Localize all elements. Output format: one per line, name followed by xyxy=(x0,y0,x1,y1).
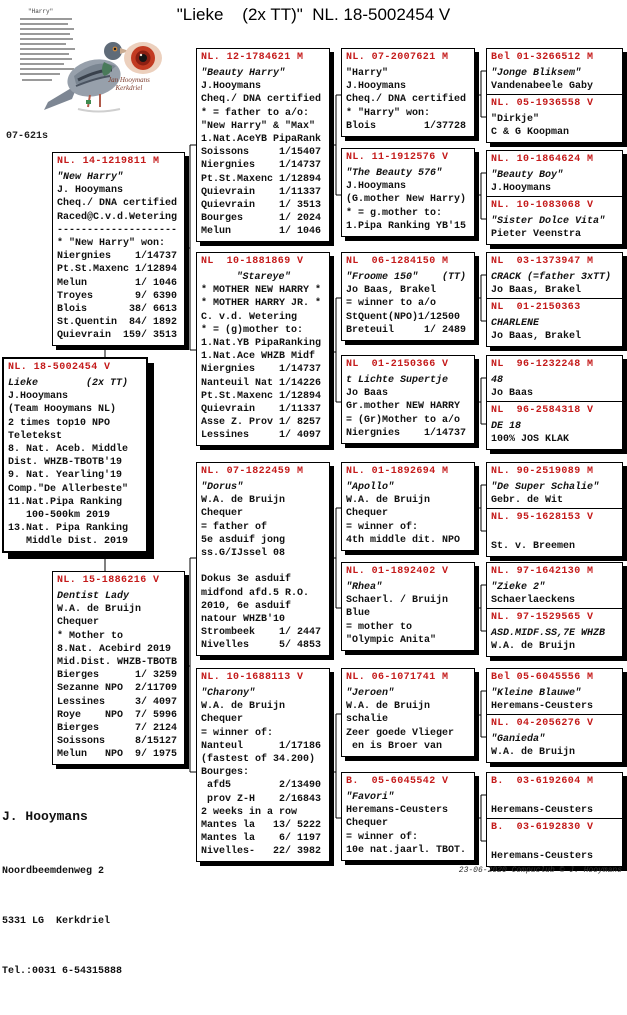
box-nl-05-1936558 xyxy=(486,94,623,143)
pedigree-line: Heremans-Ceusters xyxy=(346,805,449,817)
ring-number: NL 01-2150366 V xyxy=(346,359,449,370)
pedigree-line: (fastest of 34.200) xyxy=(201,753,316,765)
ring-number: NL. 18-5002454 V xyxy=(8,362,111,373)
pedigree-line: Melun NPO 9/ 1975 xyxy=(57,749,178,761)
ring-number: NL. 95-1628153 V xyxy=(491,512,594,523)
pedigree-line: W.A. de Bruijn xyxy=(201,495,286,507)
ring-number: NL 01-2150363 xyxy=(491,302,581,313)
pedigree-line xyxy=(491,837,619,850)
pedigree-line: = winner of: xyxy=(346,521,419,533)
ring-number: NL. 12-1784621 M xyxy=(201,52,304,63)
pedigree-line: Bourges: xyxy=(201,767,250,779)
pedigree-line: 4th middle dit. NPO xyxy=(346,534,461,546)
pedigree-line: Dokus 3e asduif xyxy=(201,574,292,586)
footer-credit: 23-06-2020 Compuclub © J. Hooymans xyxy=(458,866,622,875)
pedigree-line: Jo Baas xyxy=(346,388,389,400)
box-sire-nl-14-1219811 xyxy=(52,152,185,346)
pedigree-line: Dentist Lady xyxy=(57,591,130,602)
box-bel-01-3266512 xyxy=(486,48,623,97)
pedigree-line: "The Beauty 576" xyxy=(346,168,443,179)
pedigree-line: Bierges 1/ 3259 xyxy=(57,670,178,682)
ring-number: NL. 97-1529565 V xyxy=(491,612,594,623)
pedigree-line: Pt.St.Maxenc 1/12894 xyxy=(201,390,322,402)
pedigree-line: "De Super Schalie" xyxy=(491,482,600,493)
pedigree-line: "Froome 150" (TT) xyxy=(346,272,467,283)
pedigree-line: Quievrain 1/11337 xyxy=(201,403,322,415)
ring-number: NL 96-1232248 M xyxy=(491,359,594,370)
pedigree-line: J. Hooymans xyxy=(57,185,124,197)
box-subject-nl-18-5002454 xyxy=(2,357,148,553)
pedigree-line: Jo Baas, Brakel xyxy=(491,331,582,343)
box-nl-90-2519089 xyxy=(486,462,623,511)
box-nl-04-2056276 xyxy=(486,714,623,763)
ring-number: NL. 15-1886216 V xyxy=(57,575,160,586)
pedigree-line: Chequer xyxy=(57,617,100,629)
box-b-03-6192830 xyxy=(486,818,623,867)
photo-caption: "Harry" xyxy=(28,8,54,15)
pedigree-line: Comp."De Allerbeste" xyxy=(8,483,129,495)
pedigree-line: "New Harry" & "Max" xyxy=(201,120,316,132)
pedigree-line xyxy=(491,527,619,540)
ring-number: NL. 14-1219811 M xyxy=(57,156,160,167)
pedigree-line: natour WHZB'10 xyxy=(201,613,286,625)
pedigree-line: 5e asduif jong xyxy=(201,534,286,546)
pedigree-line: = winner to a/o xyxy=(346,298,437,310)
pedigree-line: CHARLENE xyxy=(491,318,540,329)
ring-number: NL. 01-1892402 V xyxy=(346,566,449,577)
box-nl-07-2007621 xyxy=(341,48,475,137)
pedigree-line: -------------------- xyxy=(57,224,178,236)
pedigree-line: J.Hooymans xyxy=(8,391,69,403)
pedigree-line: * = father to a/o: xyxy=(201,107,310,119)
pedigree-line: "Kleine Blauwe" xyxy=(491,688,582,699)
pedigree-line: Jo Baas, Brakel xyxy=(491,285,582,297)
pedigree-line: Nanteul 1/17186 xyxy=(201,740,322,752)
pedigree-line: * = (g)mother to: xyxy=(201,324,304,336)
box-dam-nl-15-1886216 xyxy=(52,571,185,765)
signature-line2: Kerkdriel xyxy=(115,84,143,92)
box-b-05-6045542 xyxy=(341,772,475,861)
pedigree-line: Roye NPO 7/ 5996 xyxy=(57,709,178,721)
box-nl-10-1864624 xyxy=(486,150,623,199)
owner-name: J. Hooymans xyxy=(2,809,88,824)
pedigree-line: = father of xyxy=(201,521,268,533)
ring-number: NL. 07-1822459 M xyxy=(201,466,304,477)
box-nl-96-1232248 xyxy=(486,355,623,404)
pedigree-line: DE 18 xyxy=(491,421,522,432)
box-nl-07-1822459 xyxy=(196,462,330,656)
pedigree-line: Lessines 1/ 4097 xyxy=(201,430,322,442)
ring-number: B. 05-6045542 V xyxy=(346,776,449,787)
pigeon-photo xyxy=(8,4,168,132)
pedigree-line: Cheq./ DNA certified xyxy=(201,94,322,106)
pedigree-line: (Team Hooymans NL) xyxy=(8,404,117,416)
box-nl-03-1373947 xyxy=(486,252,623,301)
pedigree-line: prov Z-H 2/16843 xyxy=(201,793,322,805)
pedigree-line: Melun 1/ 1046 xyxy=(201,226,322,238)
pedigree-line: 2010, 6e asduif xyxy=(201,600,292,612)
pedigree-line: midfond afd.5 R.O. xyxy=(201,587,310,599)
ring-number: B. 03-6192604 M xyxy=(491,776,594,787)
pedigree-line: "Jeroen" xyxy=(346,688,395,699)
box-nl-06-1284150 xyxy=(341,252,475,341)
pedigree-line: Soissons 1/15407 xyxy=(201,147,322,159)
pedigree-line: Schaerl. / Bruijn xyxy=(346,595,449,607)
pedigree-line: = (Gr)Mother to a/o xyxy=(346,414,461,426)
pedigree-line: J.Hooymans xyxy=(491,183,552,195)
pedigree-line xyxy=(201,560,326,573)
ring-number: NL. 90-2519089 M xyxy=(491,466,594,477)
pedigree-line: "Ganieda" xyxy=(491,734,546,745)
pedigree-line: Chequer xyxy=(346,818,389,830)
ring-number: NL. 97-1642130 M xyxy=(491,566,594,577)
pedigree-line: afd5 2/13490 xyxy=(201,780,322,792)
pedigree-line: "Zieke 2" xyxy=(491,582,546,593)
pedigree-line: W.A. de Bruijn xyxy=(346,495,431,507)
pedigree-line: "Olympic Anita" xyxy=(346,634,437,646)
box-nl-12-1784621 xyxy=(196,48,330,242)
pedigree-line: "Dirkje" xyxy=(491,114,540,125)
ring-number: NL. 04-2056276 V xyxy=(491,718,594,729)
pedigree-line: Quievrain 1/11337 xyxy=(201,186,322,198)
pedigree-line: * = g.mother to: xyxy=(346,207,443,219)
pedigree-line: schalie xyxy=(346,714,389,726)
pedigree-line: 2 times top10 NPO xyxy=(8,417,111,429)
box-nl-95-1628153 xyxy=(486,508,623,557)
page-title: "Lieke (2x TT)" NL. 18-5002454 V xyxy=(176,5,451,24)
pedigree-line: Chequer xyxy=(201,714,244,726)
pedigree-line: Pt.St.Maxenc 1/12894 xyxy=(57,264,178,276)
pedigree-line: Chequer xyxy=(201,508,244,520)
pedigree-line: "Beauty Harry" xyxy=(201,68,286,79)
pedigree-line: C. v.d. Wetering xyxy=(201,311,298,323)
ring-number: NL. 10-1864624 M xyxy=(491,154,594,165)
box-nl-96-2584318 xyxy=(486,401,623,450)
pedigree-line: 100% JOS KLAK xyxy=(491,434,570,446)
pedigree-line: Gebr. de Wit xyxy=(491,495,564,507)
pedigree-line: Strombeek 1/ 2447 xyxy=(201,627,322,639)
eye-photo xyxy=(124,42,162,74)
pedigree-line: 1.Pipa Ranking YB'15 xyxy=(346,220,467,232)
pedigree-line: Mantes la 13/ 5222 xyxy=(201,819,322,831)
pedigree-line: Middle Dist. 2019 xyxy=(8,536,129,548)
ring-number: NL 06-1284150 M xyxy=(346,256,449,267)
pedigree-line: "New Harry" xyxy=(57,172,124,183)
box-nl-01-2150363 xyxy=(486,298,623,347)
owner-street: Noordbeemdenweg 2 xyxy=(2,866,105,877)
box-nl-01-1892402 xyxy=(341,562,475,651)
pedigree-line: Raced@C.v.d.Wetering xyxy=(57,211,178,223)
pedigree-line: Soissons 8/15127 xyxy=(57,736,178,748)
pedigree-line: Jo Baas, Brakel xyxy=(346,285,437,297)
photo-ring-code: 07-621s xyxy=(6,131,49,142)
pedigree-line: "Beauty Boy" xyxy=(491,170,564,181)
pedigree-line: W.A. de Bruijn xyxy=(57,604,142,616)
box-nl-10-1881869 xyxy=(196,252,330,446)
box-nl-97-1642130 xyxy=(486,562,623,611)
pedigree-line: Quievrain 1/ 3513 xyxy=(201,199,322,211)
pedigree-line: 100-500km 2019 xyxy=(8,509,111,521)
pedigree-line: "Harry" xyxy=(346,68,389,79)
pedigree-line: 10e nat.jaarl. TBOT. xyxy=(346,844,467,856)
pedigree-line: 1.Nat.AceYB PipaRank xyxy=(201,133,322,145)
pedigree-line: Mid.Dist. WHZB-TBOTB xyxy=(57,656,178,668)
ring-number: NL. 11-1912576 V xyxy=(346,152,449,163)
pedigree-line: Chequer xyxy=(346,508,389,520)
pedigree-line xyxy=(491,791,619,804)
pedigree-line: "Charony" xyxy=(201,688,256,699)
pedigree-line: Vandenabeele Gaby xyxy=(491,81,594,93)
pedigree-line: = winner of: xyxy=(346,831,419,843)
pedigree-line: Lieke (2x TT) xyxy=(8,378,129,389)
pedigree-line: 8.Nat. Acebird 2019 xyxy=(57,643,172,655)
pedigree-line: * "Harry" won: xyxy=(346,107,431,119)
pedigree-line: Troyes 9/ 6390 xyxy=(57,290,178,302)
pedigree-line: * MOTHER HARRY JR. * xyxy=(201,298,322,310)
pedigree-line: en is Broer van xyxy=(346,740,443,752)
pedigree-line: 2 weeks in a row xyxy=(201,806,298,818)
box-nl-11-1912576 xyxy=(341,148,475,237)
pedigree-line: Asse Z. Prov 1/ 8257 xyxy=(201,417,322,429)
pedigree-line: W.A. de Bruijn xyxy=(201,701,286,713)
pedigree-line: Heremans-Ceusters xyxy=(491,805,594,817)
ring-number: NL. 10-1083068 V xyxy=(491,200,594,211)
box-b-03-6192604 xyxy=(486,772,623,821)
pedigree-line: Pt.St.Maxenc 1/12894 xyxy=(201,173,322,185)
pedigree-line: 8. Nat. Aceb. Middle xyxy=(8,443,129,455)
pedigree-line: J.Hooymans xyxy=(346,81,407,93)
pedigree-line: W.A. de Bruijn xyxy=(491,747,576,759)
pedigree-line: 13.Nat. Pipa Ranking xyxy=(8,523,129,535)
pedigree-line: "Favori" xyxy=(346,792,395,803)
pedigree-line: J.Hooymans xyxy=(346,181,407,193)
pedigree-line: Blois 38/ 6613 xyxy=(57,303,178,315)
ring-number: NL 10-1881869 V xyxy=(201,256,304,267)
pedigree-line: ASD.MIDF.SS,7E WHZB xyxy=(491,628,606,639)
pedigree-line: Niergnies 1/14737 xyxy=(57,251,178,263)
pedigree-line: Schaerlaeckens xyxy=(491,595,576,607)
pedigree-line: Nanteuil Nat 1/14226 xyxy=(201,377,322,389)
loft-signature xyxy=(108,76,150,92)
pedigree-line: St.Quentin 84/ 1892 xyxy=(57,317,178,329)
pedigree-line: Lessines 3/ 4097 xyxy=(57,696,178,708)
pedigree-line: Niergnies 1/14737 xyxy=(346,427,467,439)
pedigree-line: "Apollo" xyxy=(346,482,395,493)
pedigree-line: Cheq./ DNA certified xyxy=(57,198,178,210)
ring-number: B. 03-6192830 V xyxy=(491,822,594,833)
box-nl-97-1529565 xyxy=(486,608,623,657)
pedigree-line: C & G Koopman xyxy=(491,127,570,139)
ring-number: NL. 01-1892694 M xyxy=(346,466,449,477)
owner-city: 5331 LG Kerkdriel xyxy=(2,916,111,927)
pedigree-line: (G.mother New Harry) xyxy=(346,194,467,206)
box-nl-01-1892694 xyxy=(341,462,475,551)
pedigree-line: Niergnies 1/14737 xyxy=(201,160,322,172)
pedigree-line: Heremans-Ceusters xyxy=(491,851,594,863)
pedigree-line: 48 xyxy=(491,375,504,386)
pedigree-line: "Stareye" xyxy=(236,272,291,283)
box-nl-01-2150366 xyxy=(341,355,475,444)
ring-number: NL 03-1373947 M xyxy=(491,256,594,267)
pedigree-line: 11.Nat.Pipa Ranking xyxy=(8,496,123,508)
pedigree-line: Breteuil 1/ 2489 xyxy=(346,324,467,336)
pedigree-line: Blois 1/37728 xyxy=(346,120,467,132)
box-nl-10-1083068 xyxy=(486,196,623,245)
pedigree-line: Nivelles- 22/ 3982 xyxy=(201,846,322,858)
pedigree-line: "Rhea" xyxy=(346,582,383,593)
pedigree-line: 9. Nat. Yearling'19 xyxy=(8,470,123,482)
box-nl-06-1071741 xyxy=(341,668,475,757)
pedigree-line: = winner of: xyxy=(201,727,274,739)
pedigree-line: Dist. WHZB-TBOTB'19 xyxy=(8,457,123,469)
pedigree-line: Bourges 1/ 2024 xyxy=(201,213,322,225)
pedigree-line: CRACK (=father 3xTT) xyxy=(491,272,612,283)
pedigree-line: Jo Baas xyxy=(491,388,534,400)
pedigree-line: "Dorus" xyxy=(201,482,244,493)
box-nl-10-1688113 xyxy=(196,668,330,862)
pedigree-line: W.A. de Bruijn xyxy=(491,641,576,653)
box-bel-05-6045556 xyxy=(486,668,623,717)
pedigree-line: Teletekst xyxy=(8,430,63,442)
results-text-thumbnail xyxy=(20,18,75,81)
pedigree-line: Bierges 7/ 2124 xyxy=(57,722,178,734)
pedigree-line: Quievrain 159/ 3513 xyxy=(57,330,178,342)
pedigree-line: Mantes la 6/ 1197 xyxy=(201,833,322,845)
pedigree-line: Melun 1/ 1046 xyxy=(57,277,178,289)
pedigree-line: St. v. Breemen xyxy=(491,541,576,553)
pedigree-line: "Jonge Bliksem" xyxy=(491,68,582,79)
pedigree-line: * "New Harry" won: xyxy=(57,237,166,249)
pedigree-line: * MOTHER NEW HARRY * xyxy=(201,285,322,297)
pedigree-line: Nivelles 5/ 4853 xyxy=(201,640,322,652)
owner-address-block xyxy=(2,773,122,1015)
pedigree-line: t Lichte Supertje xyxy=(346,375,449,386)
pedigree-line: ss.G/IJssel 08 xyxy=(201,547,286,559)
pedigree-line: 1.Nat.Ace WHZB Midf xyxy=(201,351,316,363)
pedigree-line: StQuent(NPO)1/12500 xyxy=(346,311,461,323)
ring-number: NL. 07-2007621 M xyxy=(346,52,449,63)
pedigree-line: * Mother to xyxy=(57,630,124,642)
pedigree-line: W.A. de Bruijn xyxy=(346,701,431,713)
pedigree-line: Gr.mother NEW HARRY xyxy=(346,401,461,413)
pedigree-line: = mother to xyxy=(346,621,413,633)
owner-phone: Tel.:0031 6-54315888 xyxy=(2,966,123,977)
ring-number: NL 96-2584318 V xyxy=(491,405,594,416)
pedigree-line: Sezanne NPO 2/11709 xyxy=(57,683,178,695)
pedigree-line: Pieter Veenstra xyxy=(491,229,582,241)
pedigree-line: Niergnies 1/14737 xyxy=(201,364,322,376)
pedigree-line: "Sister Dolce Vita" xyxy=(491,216,606,227)
signature-line1: Jan Hooymans xyxy=(108,76,150,84)
pedigree-line: 1.Nat.YB PipaRanking xyxy=(201,337,322,349)
ring-number: NL. 06-1071741 M xyxy=(346,672,449,683)
ring-number: Bel 05-6045556 M xyxy=(491,672,594,683)
pedigree-line: Heremans-Ceusters xyxy=(491,701,594,713)
ring-number: NL. 10-1688113 V xyxy=(201,672,304,683)
ring-number: Bel 01-3266512 M xyxy=(491,52,594,63)
ring-number: NL. 05-1936558 V xyxy=(491,98,594,109)
pedigree-line: Zeer goede Vlieger xyxy=(346,727,455,739)
pedigree-line: Blue xyxy=(346,608,371,620)
pedigree-line: J.Hooymans xyxy=(201,81,262,93)
pedigree-line: Cheq./ DNA certified xyxy=(346,94,467,106)
